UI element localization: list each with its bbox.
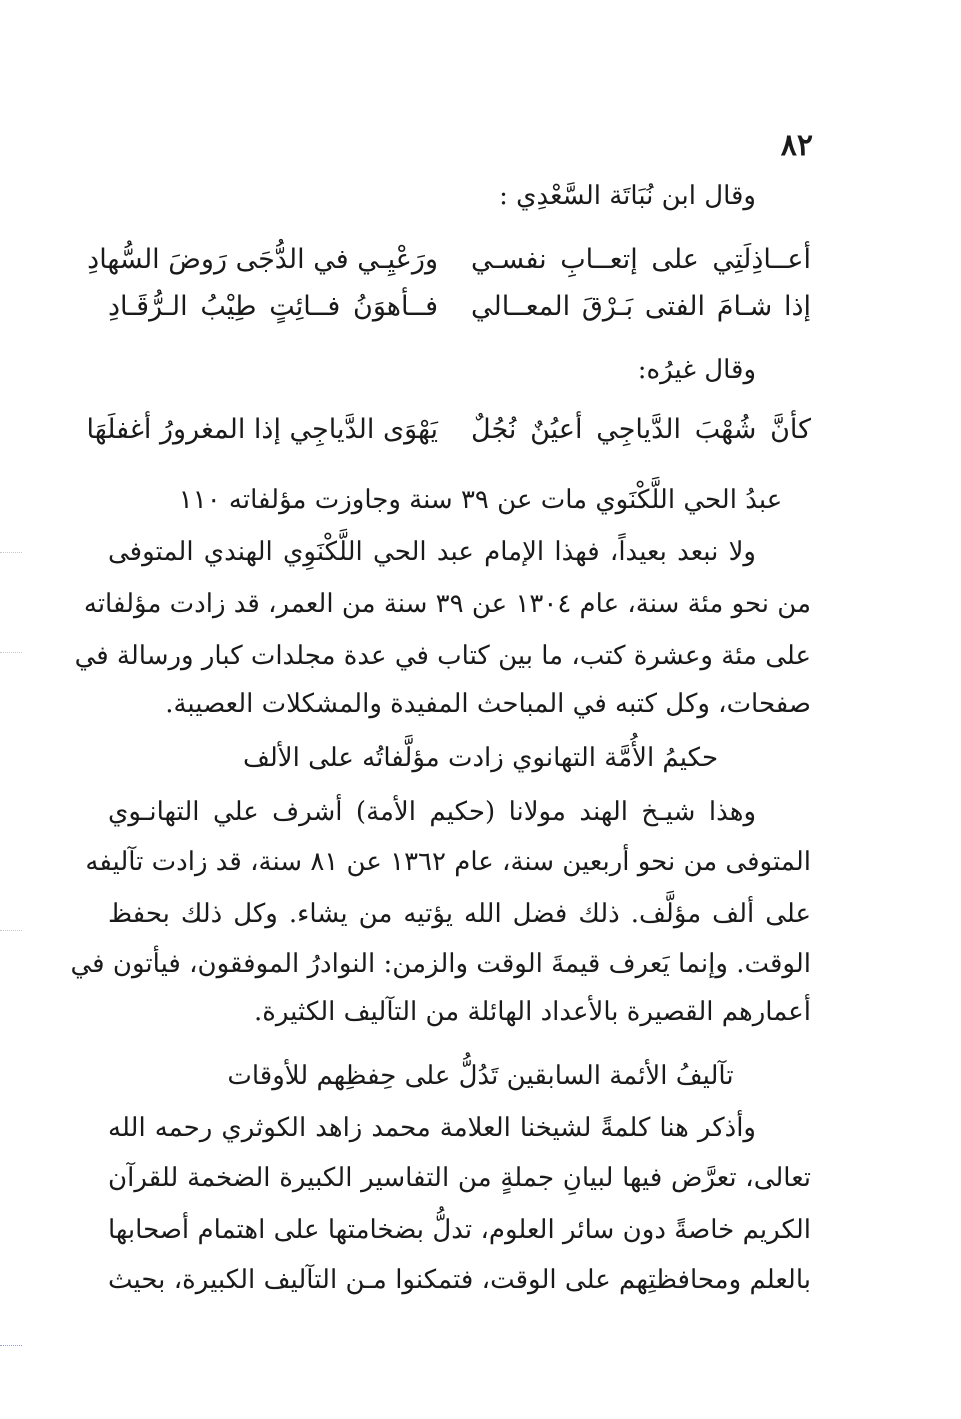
scan-margin-mark <box>0 1345 22 1346</box>
paragraph-line: الكريم خاصةً دون سائر العلوم، تدلُّ بضخامتها على اهتمام أصحابها <box>108 1215 811 1245</box>
verse-3-second-hemistich: يَهْوَى الدَّياجِي إذا المغرورُ أغفلَهَا <box>86 414 438 445</box>
paragraph-line: على مئة وعشرة كتب، ما بين كتاب في عدة مجلدات كبار ورسالة في <box>74 641 811 671</box>
paragraph-line: من نحو مئة سنة، عام ١٣٠٤ عن ٣٩ سنة من العمر، قد زادت مؤلفاته <box>83 589 811 619</box>
paragraph-line: تعالى، تعرَّض فيها لبيانِ جملةٍ من التفاسير الكبيرة الضخمة للقرآن <box>108 1163 811 1193</box>
paragraph-line: ولا نبعد بعيداً، فهذا الإمام عبد الحي اللَّكْنَوِي الهندي المتوفى <box>108 537 756 567</box>
verse-2-second-hemistich: فــأهوَنُ فــائِتٍ طِيْبُ الـرُّقَـادِ <box>108 291 438 322</box>
verse-1-second-hemistich: ورَعْيِـي في الدُّجَى رَوضَ السُّهادِ <box>87 244 438 275</box>
section-heading-lucknowi: عبدُ الحي اللَّكْنَوي مات عن ٣٩ سنة وجاوزت مؤلفاته ١١٠ <box>178 485 783 515</box>
verse-1-first-hemistich: أعــاذِلَتِي على إتعــابِ نفسـي <box>471 244 811 275</box>
paragraph-line: بالعلم ومحافظتِهم على الوقت، فتمكنوا مـن التآليف الكبيرة، بحيث <box>108 1265 811 1295</box>
paragraph-line: المتوفى من نحو أربعين سنة، عام ١٣٦٢ عن ٨١ سنة، قد زادت تآليفه <box>85 847 811 877</box>
scan-margin-mark <box>0 652 22 653</box>
scan-margin-mark <box>0 552 22 553</box>
paragraph-line: صفحات، وكل كتبه في المباحث المفيدة والمشكلات العصيبة. <box>165 689 811 719</box>
scan-margin-mark <box>0 930 22 931</box>
page-number: ٨٢ <box>780 128 813 163</box>
verse-2-first-hemistich: إذا شـامَ الفتى بَـرْقَ المعــالي <box>471 291 811 322</box>
poem-intro-ibn-nubata: وقال ابن نُبَاتَة السَّعْدِي : <box>499 181 756 211</box>
verse-3-first-hemistich: كأنَّ شُهْبَ الدَّياجِي أعيُنٌ نُجُلٌ <box>471 414 811 445</box>
poem-intro-other: وقال غيرُه: <box>637 355 756 385</box>
paragraph-line: وأذكر هنا كلمةً لشيخنا العلامة محمد زاهد الكوثري رحمه الله <box>108 1113 756 1143</box>
section-heading-thanawi: حكيمُ الأُمَّة التهانوي زادت مؤلَّفاتُه على الألف <box>242 743 719 773</box>
paragraph-line: أعمارهم القصيرة بالأعداد الهائلة من التآليف الكثيرة. <box>253 997 811 1027</box>
paragraph-line: على ألف مؤلَّف. ذلك فضل الله يؤتيه من يشاء. وكل ذلك بحفظ <box>108 899 811 929</box>
paragraph-line: وهذا شيـخ الهند مولانا (حكيم الأمة) أشرف علي التهانـوي <box>108 797 756 827</box>
paragraph-line: الوقت. وإنما يَعرف قيمةَ الوقت والزمن: النوادرُ الموفقون، فيأتون في <box>70 949 811 979</box>
section-heading-previous-imams: تآليفُ الأئمة السابقين تَدُلُّ على حِفظِهم للأوقات <box>227 1061 734 1091</box>
